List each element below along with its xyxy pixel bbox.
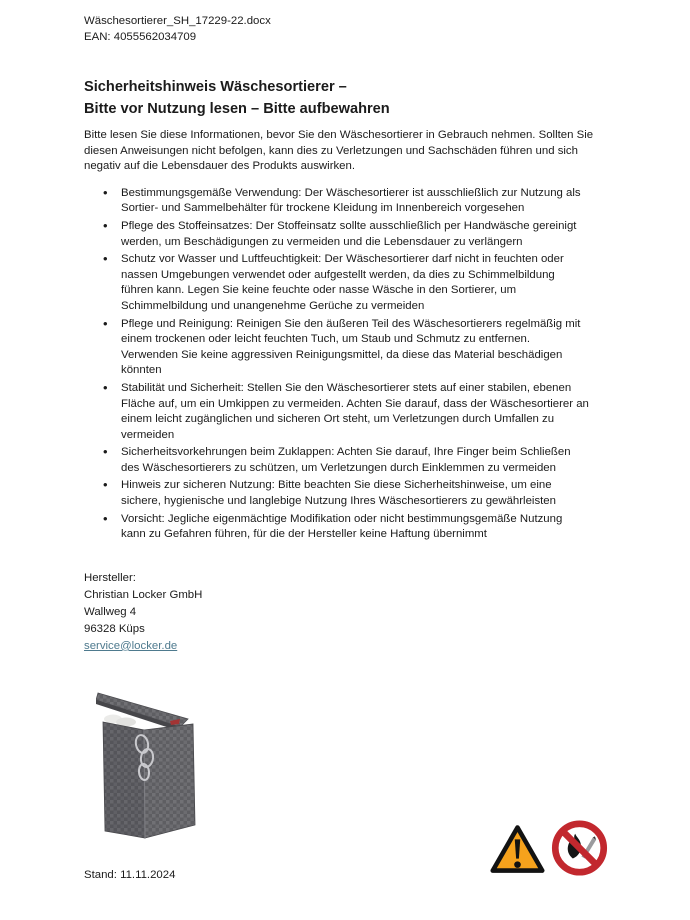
safety-list-item: • Pflege und Reinigung: Reinigen Sie den äußeren Teil des Wäschesortierers regelmäßig mit einem trockenen oder leicht feuchten Tuch, um Staub und Schmutz zu entfernen. Verwenden Sie keine aggressiven Reinigungsmittel, da diese das Material beschädigen könnten (84, 317, 589, 379)
safety-list-item: • Hinweis zur sicheren Nutzung: Bitte beachten Sie diese Sicherheitshinweise, um eine sichere, hygienische und langlebige Nutzung Ihres Wäschesortierers zu gewährleisten (84, 478, 589, 509)
safety-list-item: • Bestimmungsgemäße Verwendung: Der Wäschesortierer ist ausschließlich zur Nutzung als Sortier- und Sammelbehälter für trockene Kleidung im Innenbereich vorgesehen (84, 186, 589, 217)
basket-right-face (144, 724, 195, 838)
intro-paragraph: Bitte lesen Sie diese Informationen, bevor Sie den Wäschesortierer in Gebrauch nehmen. Sollten Sie diesen Anweisungen nicht befolgen, kann dies zu Verletzungen und Sachschäden führen und sich negativ auf die Lebensdauer des Produkts auswirken. (84, 129, 594, 173)
product-image (96, 688, 200, 840)
basket-left-face (103, 722, 145, 838)
manufacturer-street: Wallweg 4 (84, 605, 137, 618)
safety-list-item: • Stabilität und Sicherheit: Stellen Sie den Wäschesortierer stets auf einer stabilen, ebenen Fläche auf, um ein Umkippen zu vermeiden. Achten Sie darauf, dass der Wäschesortierer an einem leicht zugänglichen und sicheren Ort steht, um Verletzungen durch Umfallen zu vermeiden (84, 381, 589, 443)
manufacturer-block (84, 570, 630, 655)
revision-date: Stand: 11.11.2024 (84, 869, 176, 881)
doc-filename: Wäschesortierer_SH_17229-22.docx (84, 15, 271, 27)
warning-triangle-icon (490, 821, 545, 878)
page-title (84, 76, 614, 120)
safety-list-item: • Pflege des Stoffeinsatzes: Der Stoffeinsatz sollte ausschließlich per Handwäsche gereinigt werden, um Beschädigungen zu vermeiden und die Lebensdauer zu verlängern (84, 219, 589, 250)
manufacturer-name: Christian Locker GmbH (84, 588, 203, 601)
safety-list-item: • Vorsicht: Jegliche eigenmächtige Modifikation oder nicht bestimmungsgemäße Nutzung kann zu Gefahren führen, für die der Hersteller keine Haftung übernimmt (84, 512, 589, 543)
manufacturer-email-link[interactable]: service@locker.de (84, 639, 178, 652)
no-open-flame-icon (551, 818, 608, 878)
safety-list-item: • Sicherheitsvorkehrungen beim Zuklappen: Achten Sie darauf, Ihre Finger beim Schließen des Wäschesortierers zu schützen, um Verletzungen durch Einklemmen zu vermeiden (84, 445, 589, 476)
manufacturer-label: Hersteller: (84, 571, 136, 584)
safety-list-item: • Schutz vor Wasser und Luftfeuchtigkeit: Der Wäschesortierer darf nicht in feuchten oder nassen Umgebungen verwendet oder aufgestellt werden, da dies zu Schimmelbildung führen kann. Legen Sie keine feuchte oder nasse Wäsche in den Sortierer, um Schimmelbildung und unangenehme Gerüche zu vermeiden (84, 252, 589, 314)
safety-instructions-list (84, 186, 589, 543)
manufacturer-city: 96328 Küps (84, 622, 145, 635)
document-header (84, 14, 630, 45)
page-title-line2: Bitte vor Nutzung lesen – Bitte aufbewahren (84, 101, 390, 117)
doc-ean: EAN: 4055562034709 (84, 30, 197, 43)
page-title-line1: Sicherheitshinweis Wäschesortierer – (84, 79, 347, 95)
